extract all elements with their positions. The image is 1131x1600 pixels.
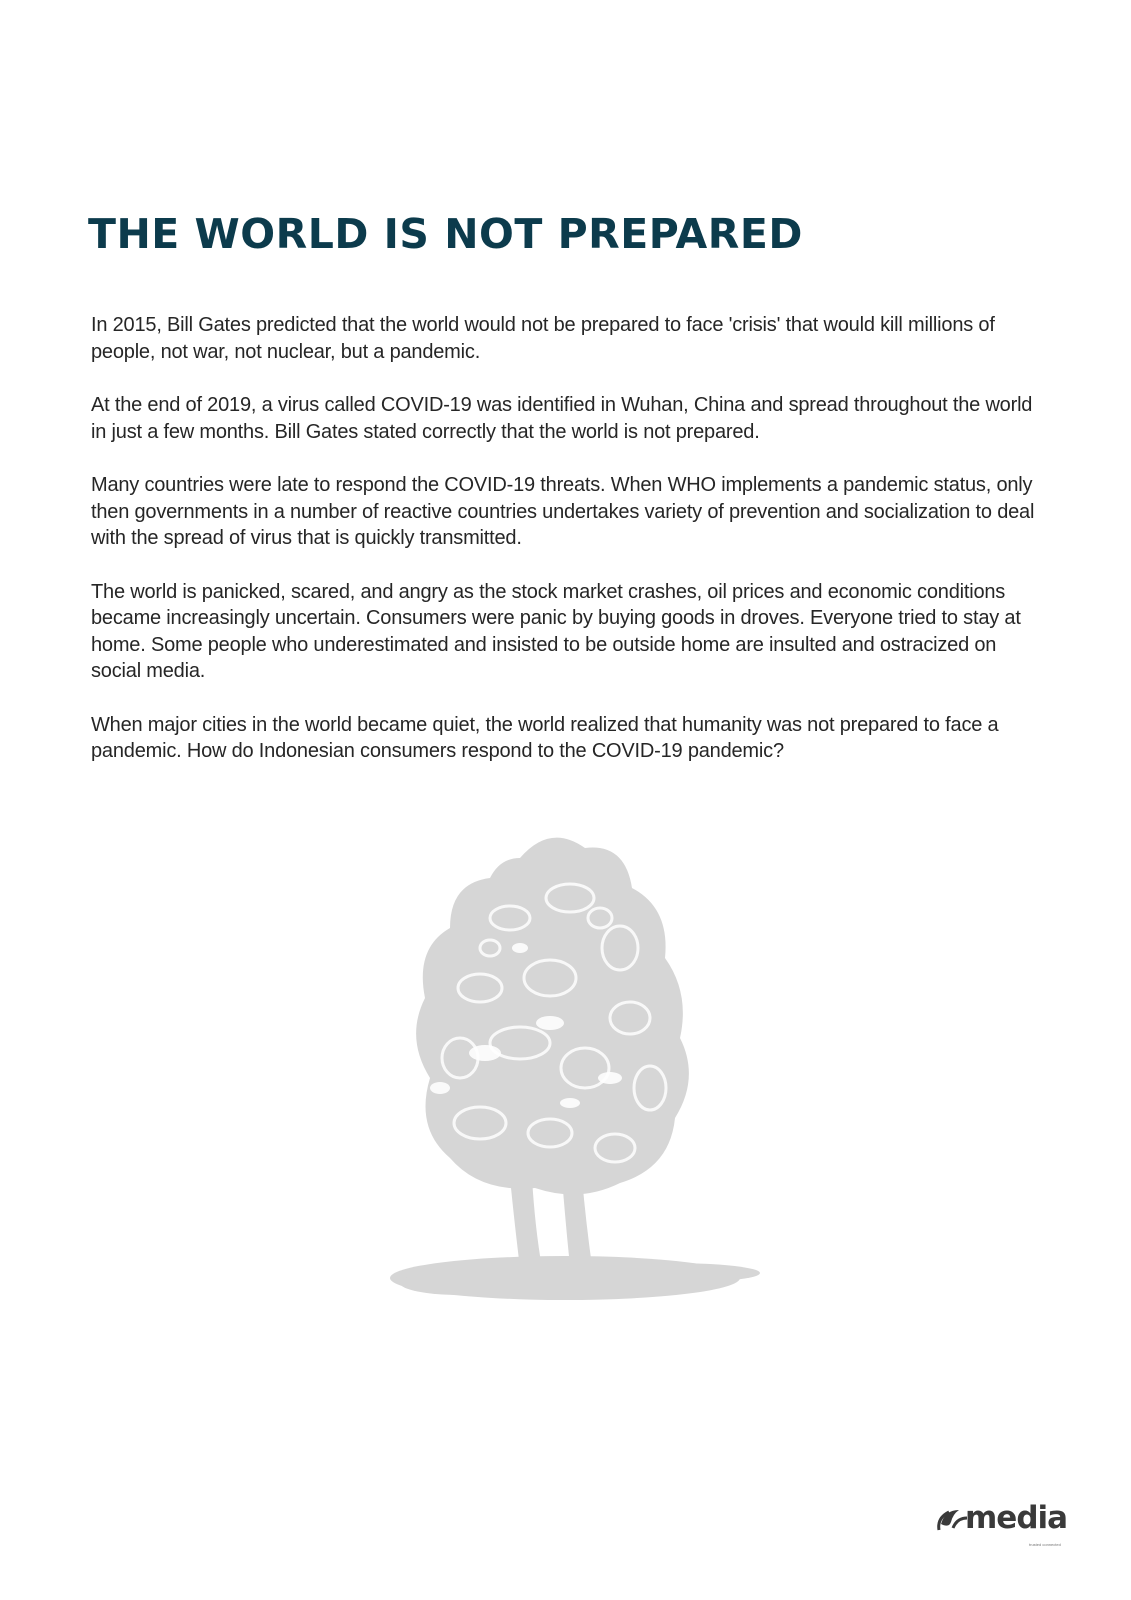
logo-tagline: trusted connected (1029, 1542, 1061, 1547)
paragraph-2: At the end of 2019, a virus called COVID-19 was identified in Wuhan, China and spread throughout the world in just a few months. Bill Gates stated correctly that the world is not prepared. (91, 394, 1033, 443)
paragraph-5: When major cities in the world became quiet, the world realized that humanity was not prepared to face a pandemic. How do Indonesian consumers respond to the COVID-19 pandemic? (91, 713, 999, 762)
paragraph-4: The world is panicked, scared, and angry as the stock market crashes, oil prices and economic conditions became increasingly uncertain. Consumers were panic by buying goods in droves. Everyone tried to stay at home. Some people who underestimated and insisted to be outside home are insulted and ostracized on social media. (91, 580, 1021, 682)
media-logo (935, 1500, 1075, 1560)
scribbled-tree-icon (370, 828, 770, 1318)
page-title: THE WORLD IS NOT PREPARED (88, 210, 803, 258)
body-text (91, 312, 1051, 792)
logo-wordmark: media (965, 1500, 1068, 1536)
paragraph-3: Many countries were late to respond the COVID-19 threats. When WHO implements a pandemic status, only then governments in a number of reactive countries undertakes variety of prevention and socialization to deal with the spread of virus that is quickly transmitted. (91, 474, 1035, 549)
paragraph-1: In 2015, Bill Gates predicted that the world would not be prepared to face 'crisis' that would kill millions of people, not war, not nuclear, but a pandemic. (91, 314, 995, 363)
